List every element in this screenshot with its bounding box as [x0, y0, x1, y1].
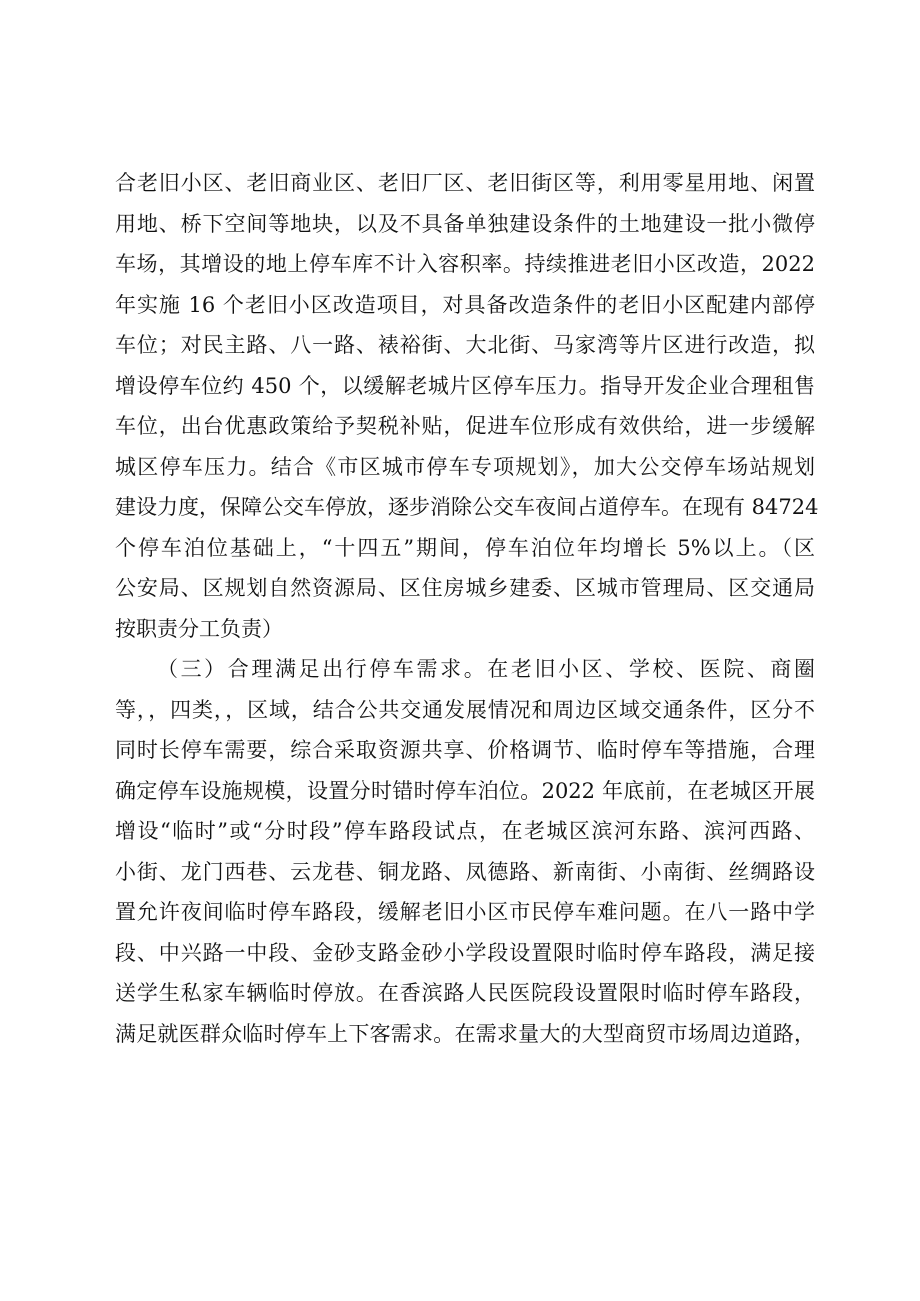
text-line: 确定停车设施规模，设置分时错时停车泊位。2022 年底前，在老城区开展 [115, 778, 815, 803]
text-line: 段、中兴路一中段、金砂支路金砂小学段设置限时临时停车路段，满足接 [115, 940, 815, 965]
text-line: 年实施 16 个老旧小区改造项目，对具备改造条件的老旧小区配建内部停 [115, 292, 815, 317]
text-line: 送学生私家车辆临时停放。在香滨路人民医院段设置限时临时停车路段， [115, 981, 815, 1005]
text-line: 公安局、区规划自然资源局、区住房城乡建委、区城市管理局、区交通局 [115, 576, 815, 600]
text-line: 等，，四类，，区域，结合公共交通发展情况和周边区域交通条件，区分不 [115, 697, 815, 722]
text-line: 增设停车位约 450 个，以缓解老城片区停车压力。指导开发企业合理租售 [115, 373, 815, 398]
text-line: 城区停车压力。结合《市区城市停车专项规划》，加大公交停车场站规划 [115, 454, 815, 479]
text-line: 个停车泊位基础上，“十四五”期间，停车泊位年均增长 5%以上。（区 [115, 535, 815, 560]
text-line: 同时长停车需要，综合采取资源共享、价格调节、临时停车等措施，合理 [115, 738, 815, 762]
body-text [115, 163, 819, 1054]
text-line: 满足就医群众临时停车上下客需求。在需求量大的大型商贸市场周边道路， [115, 1021, 815, 1046]
text-line: 小街、龙门西巷、云龙巷、铜龙路、凤德路、新南街、小南街、丝绸路设 [115, 859, 815, 884]
text-line: 增设“临时”或“分时段”停车路段试点，在老城区滨河东路、滨河西路、 [115, 819, 815, 843]
text-line: 车位；对民主路、八一路、裱裕街、大北街、马家湾等片区进行改造，拟 [115, 333, 815, 357]
text-line: 车位，出台优惠政策给予契税补贴，促进车位形成有效供给，进一步缓解 [115, 414, 815, 438]
text-line: 建设力度，保障公交车停放，逐步消除公交车夜间占道停车。在现有 84724 [115, 495, 819, 519]
text-line: 置允许夜间临时停车路段，缓解老旧小区市民停车难问题。在八一路中学 [115, 900, 815, 924]
text-line: 车场，其增设的地上停车库不计入容积率。持续推进老旧小区改造，2022 [115, 252, 815, 276]
text-line: 用地、桥下空间等地块，以及不具备单独建设条件的土地建设一批小微停 [115, 211, 815, 236]
text-line: 按职责分工负责） [115, 616, 283, 641]
text-line: 合老旧小区、老旧商业区、老旧厂区、老旧街区等，利用零星用地、闲置 [115, 171, 815, 195]
section-heading-line: （三）合理满足出行停车需求。在老旧小区、学校、医院、商圈 [157, 657, 815, 681]
